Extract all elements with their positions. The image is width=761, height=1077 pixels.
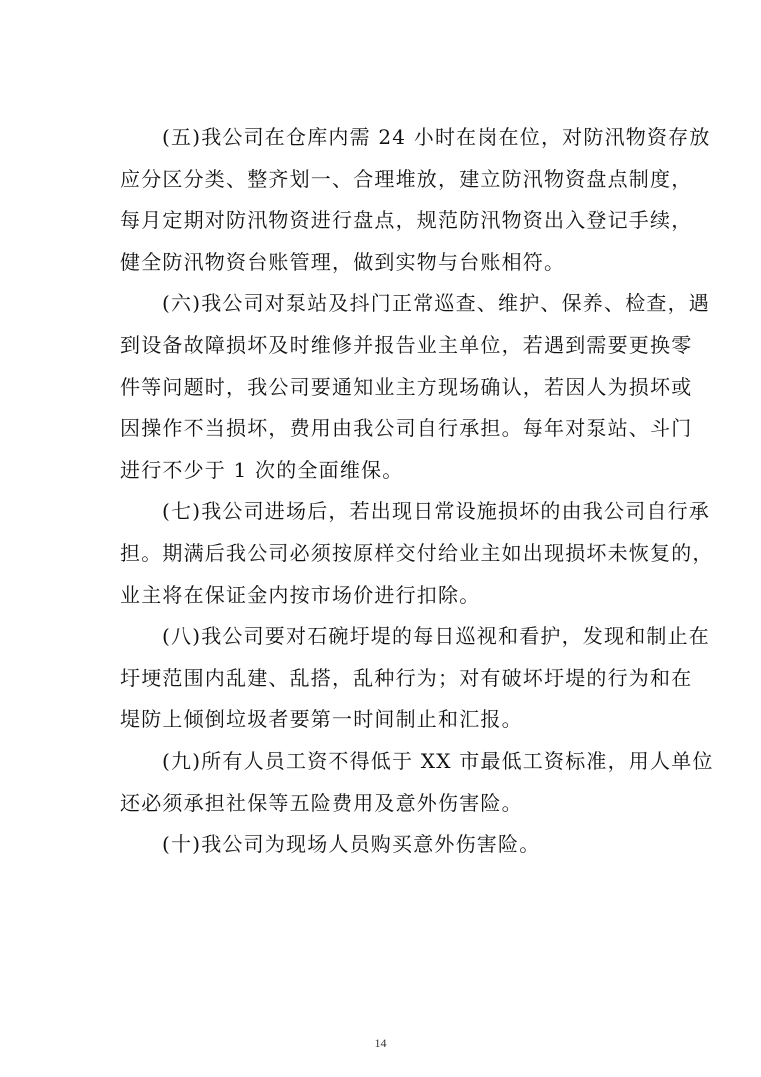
- text-line: 圩埂范围内乱建、乱搭，乱种行为；对有破坏圩堤的行为和在: [120, 665, 693, 690]
- text-line: (八)我公司要对石碗圩堤的每日巡视和看护，发现和制止在: [162, 624, 711, 649]
- text-line: (六)我公司对泵站及抖门正常巡查、维护、保养、检查，遇: [162, 291, 711, 316]
- text-line: 因操作不当损坏，费用由我公司自行承担。每年对泵站、斗门: [120, 416, 693, 441]
- text-line: (九)所有人员工资不得低于 XX 市最低工资标准，用人单位: [162, 748, 714, 773]
- text-line: 件等问题时，我公司要通知业主方现场确认，若因人为损坏或: [120, 374, 693, 399]
- text-line: 担。期满后我公司必须按原样交付给业主如出现损坏未恢复的，: [120, 540, 714, 565]
- text-line: 每月定期对防汛物资进行盘点，规范防汛物资出入登记手续，: [120, 208, 693, 233]
- paragraph-8: [120, 616, 711, 741]
- text-line: (五)我公司在仓库内需 24 小时在岗在位，对防汛物资存放: [162, 125, 711, 149]
- paragraph-10: [120, 824, 642, 866]
- paragraph-9: [120, 741, 714, 824]
- paragraph-5: [120, 117, 711, 283]
- text-line: (十)我公司为现场人员购买意外伤害险。: [162, 832, 541, 857]
- text-line: 健全防汛物资台账管理，做到实物与台账相符。: [120, 249, 566, 274]
- paragraph-7: [120, 491, 714, 616]
- page-number: 14: [374, 1036, 387, 1050]
- paragraph-6: [120, 283, 711, 491]
- text-line: (七)我公司进场后，若出现日常设施损坏的由我公司自行承: [162, 499, 711, 524]
- text-line: 到设备故障损坏及时维修并报告业主单位，若遇到需要更换零: [120, 332, 693, 357]
- document-body: [120, 117, 714, 866]
- text-line: 堤防上倾倒垃圾者要第一时间制止和汇报。: [120, 707, 523, 732]
- text-line: 还必须承担社保等五险费用及意外伤害险。: [120, 790, 523, 815]
- text-line: 应分区分类、整齐划一、合理堆放，建立防汛物资盘点制度，: [120, 166, 693, 191]
- text-line: 业主将在保证金内按市场价进行扣除。: [120, 582, 481, 607]
- text-line: 进行不少于 1 次的全面维保。: [120, 457, 404, 482]
